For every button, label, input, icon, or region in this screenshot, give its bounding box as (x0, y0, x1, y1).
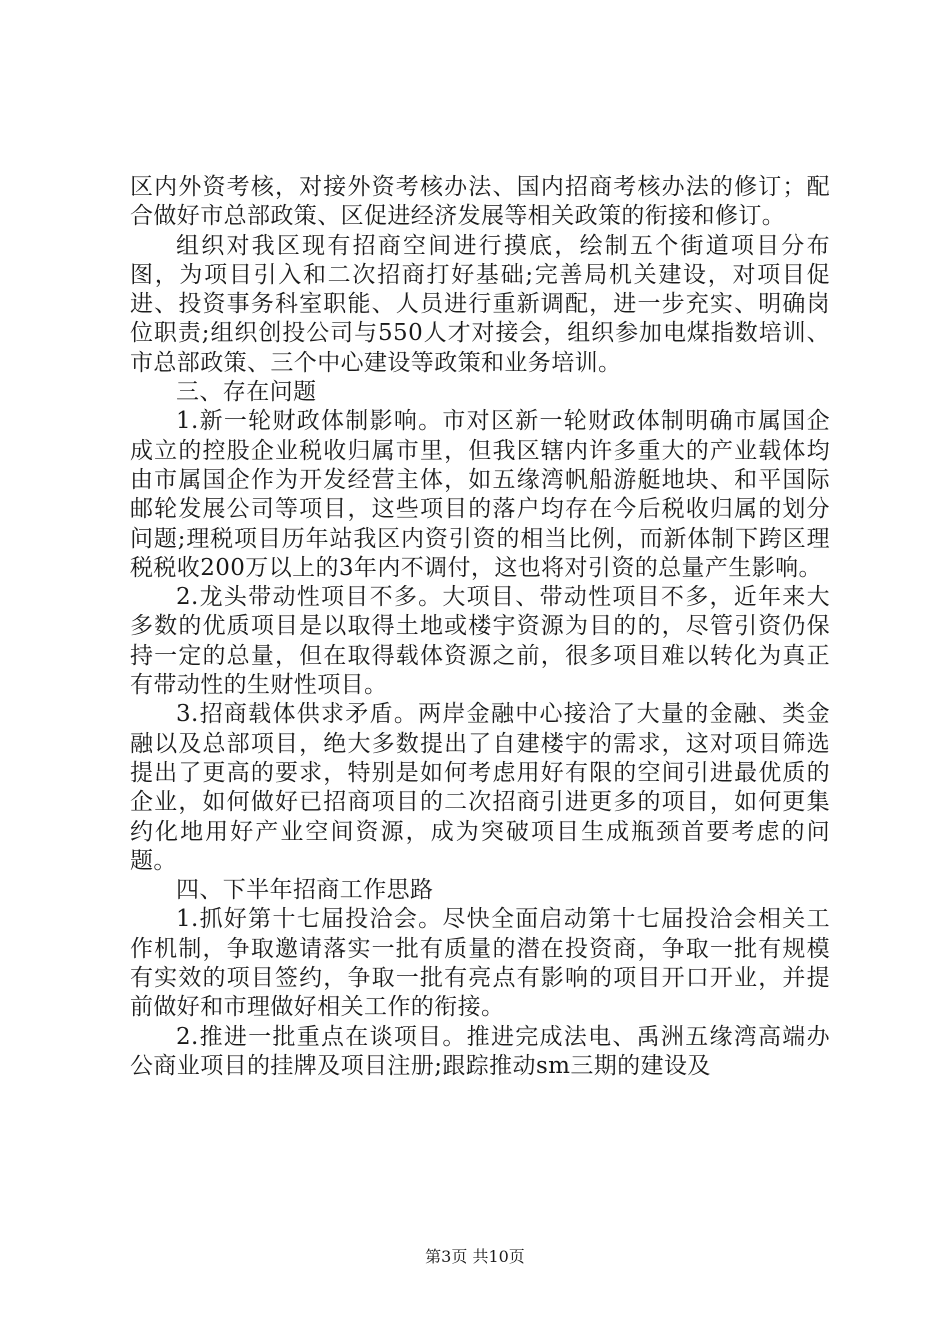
section-heading: 三、存在问题 (176, 379, 317, 406)
document-body (130, 173, 830, 1081)
paragraph: 组织对我区现有招商空间进行摸底，绘制五个街道项目分布图，为项目引入和二次招商打好基础;完善局机关建设，对项目促进、投资事务科室职能、人员进行重新调配，进一步充实、明确岗位职责;组织创投公司与550人才对接会，组织参加电煤指数培训、市总部政策、三个中心建设等政策和业务培训。 (130, 232, 830, 376)
paragraph: 2.推进一批重点在谈项目。推进完成法电、禹洲五缘湾高端办公商业项目的挂牌及项目注册;跟踪推动sm三期的建设及 (130, 1023, 830, 1079)
paragraph-continued: 区内外资考核，对接外资考核办法、国内招商考核办法的修订；配合做好市总部政策、区促进经济发展等相关政策的衔接和修订。 (130, 174, 830, 230)
page-number: 第3页 共10页 (425, 1247, 525, 1266)
paragraph: 1.新一轮财政体制影响。市对区新一轮财政体制明确市属国企成立的控股企业税收归属市里，但我区辖内许多重大的产业载体均由市属国企作为开发经营主体，如五缘湾帆船游艇地块、和平国际邮轮发展公司等项目，这些项目的落户均存在今后税收归属的划分问题;理税项目历年站我区内资引资的相当比例，而新体制下跨区理税税收200万以上的3年内不调付，这也将对引资的总量产生影响。 (130, 408, 830, 581)
paragraph: 1.抓好第十七届投洽会。尽快全面启动第十七届投洽会相关工作机制，争取邀请落实一批有质量的潜在投资商，争取一批有规模有实效的项目签约，争取一批有亮点有影响的项目开口开业，并提前做好和市理做好相关工作的衔接。 (130, 906, 830, 1021)
section-heading: 四、下半年招商工作思路 (176, 877, 434, 904)
paragraph: 2.龙头带动性项目不多。大项目、带动性项目不多，近年来大多数的优质项目是以取得土地或楼宇资源为目的的，尽管引资仍保持一定的总量，但在取得载体资源之前，很多项目难以转化为真正有带动性的生财性项目。 (130, 584, 830, 699)
paragraph: 3.招商载体供求矛盾。两岸金融中心接洽了大量的金融、类金融以及总部项目，绝大多数提出了自建楼宇的需求，这对项目筛选提出了更高的要求，特别是如何考虑用好有限的空间引进最优质的企业，如何做好已招商项目的二次招商引进更多的项目，如何更集约化地用好产业空间资源，成为突破项目生成瓶颈首要考虑的问题。 (130, 701, 830, 874)
